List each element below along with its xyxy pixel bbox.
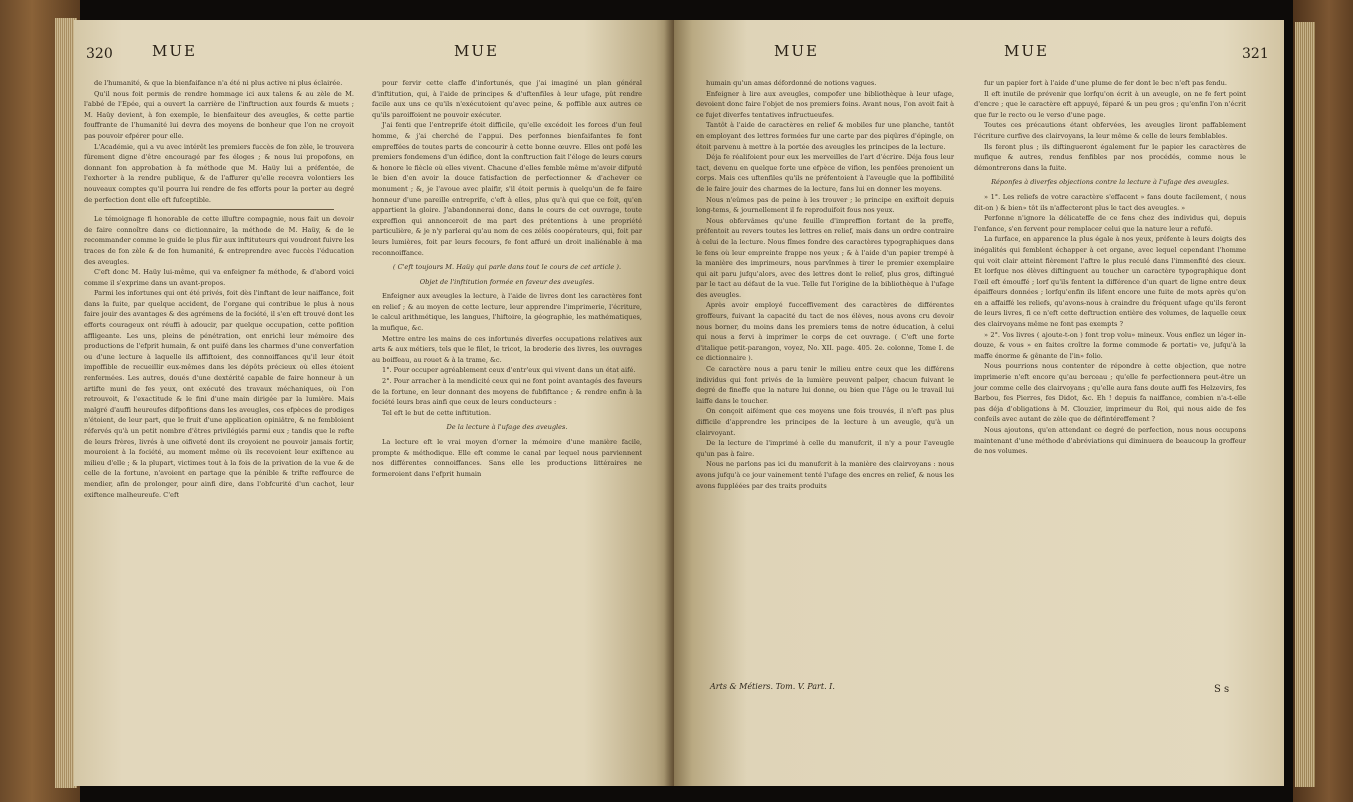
section-heading: Réponfes à diverfes objections contre la lecture à l'ufage des aveugles. [991, 178, 1229, 187]
right-header-col1: MUE [774, 42, 819, 60]
paragraph: » 2°. Vos livres ( ajoute-t-on ) font trop volu» mineux. Vous enflez un léger in-douze, & vous » en faites croître la forme commode & portati» ve, jufqu'à la maffe énorme & gênante de l'in» folio. [974, 330, 1246, 360]
paragraph: Nous ne parlons pas ici du manufcrit à la manière des clairvoyans : nous avons jufqu'à ce jour vainement tenté l'ufage des encres en relief, & nous les avons fuppléées par des traits produits [696, 460, 954, 490]
paragraph: Qu'il nous foit permis de rendre hommage ici aux talens & au zèle de M. l'abbé de l'Epée, qui a ouvert la carrière de l'inftruction aux fourds & muets ; M. Haüy devient, à fon exemple, le bienfaiteur des aveugles, & cette partie fouffrante de l'humanité lui devra des moyens de bonheur que l'on ne croyoit pas pouvoir efpérer pour elle. [84, 89, 354, 140]
note: ( C'eft toujours M. Haüy qui parle dans tout le cours de cet article ). [392, 263, 622, 272]
paragraph: Nous pourrions nous contenter de répondre à cette objection, que notre imprimerie n'eft encore qu'au berceau ; qu'elle fe perfectionnera peut-être un jour comme celle des clairvoyans ; qu'elle aura fans doute auffi fes Helzevirs, fes Barbou, fes Pierres, fes Didot, &c. Eh ! depuis fa naiffance, combien n'a-t-elle pas déja d'obligations à M. Clouzier, imprimeur du Roi, qui nous aide de fes confeils avec autant de zèle que de défintéreffement ? [974, 362, 1246, 424]
right-page-edges [1295, 22, 1315, 787]
signature-mark: S s [1214, 684, 1230, 695]
paragraph: Après avoir employé fucceffivement des caractères de différentes groffeurs, fuivant la capacité du tact de nos élèves, nous avons cru devoir nous borner, du moins dans les premiers tems de notre éducation, à celui qui nous a fervi à imprimer le corps de cet ouvrage. ( C'eft une forte d'italique petit-parangon, voyez, No. XII. page. 405. 2e. colonne, Tome I. de ce dictionnaire ). [696, 301, 954, 363]
paragraph: On conçoit aifément que ces moyens une fois trouvés, il n'eft pas plus difficile d'apprendre les principes de la lecture à un aveugle, qu'à un clairvoyant. [696, 407, 954, 437]
paragraph: Ce caractère nous a paru tenir le milieu entre ceux que les différens individus qui font privés de la lumière peuvent palper, chacun fuivant le degré de fineffe que la nature lui donne, ou bien que l'âge ou le travail lui laiffe dans le toucher. [696, 365, 954, 405]
paragraph: Toutes ces précautions étant obfervées, les aveugles liront paffablement l'écriture curfive des clairvoyans, la leur même & celle de leurs femblables. [974, 121, 1246, 140]
left-page-number: 320 [86, 46, 113, 62]
paragraph: Ils feront plus ; ils diftingueront également fur le papier les caractères de mufique & autres, rendus fenfibles par nos procédés, comme nous le démontrerons dans la fuite. [974, 142, 1246, 172]
paragraph: La furface, en apparence la plus égale à nos yeux, préfente à leurs doigts des inégalités qui femblent échapper à cet organe, avec lequel cependant l'homme qui voit clair atteint fièrement l'aftre le plus reculé dans l'immenfité des cieux. Et lorfque nos élèves diftinguent au toucher un caractère typographique dont l'œil eft émouffé ; lorf qu'ils fentent la différence d'un quart de ligne entre deux épaiffeurs données ; lorfqu'enfin ils lifent encore une fuite de mots après qu'on en a affaiffé les reliefs, qu'avons-nous à craindre du fréquent ufage qu'ils feront de leurs livres, fi ce n'eft cette deftruction entière des volumes, de laquelle ceux des clairvoyans même ne font pas exempts ? [974, 235, 1246, 329]
paragraph: La lecture eft le vrai moyen d'orner la mémoire d'une manière facile, prompte & méthodique. Elle eft comme le canal par lequel nous parviennent nos différentes connoiffances. Sans elle les productions littéraires ne formeroient dans l'efprit humain [372, 438, 642, 478]
paragraph: Mettre entre les mains de ces infortunés diverfes occupations relatives aux arts & aux métiers, tels que le filet, le tricot, la broderie des livres, les ouvrages au boiffeau, au rouet & à la trame, &c. [372, 334, 642, 364]
footer-volume: Arts & Métiers. Tom. V. Part. I. [710, 682, 835, 691]
paragraph: C'eft donc M. Haüy lui-même, qui va enfeigner fa méthode, & d'abord voici comme il s'exprime dans un avant-propos. [84, 268, 354, 287]
paragraph: humain qu'un amas défordonné de notions vagues. [706, 79, 877, 87]
paragraph: » 1°. Les reliefs de votre caractère s'effacent » fans doute facilement, ( nous dit-on ) & bien» tôt ils n'affecteront plus le tact des aveugles. » [974, 192, 1246, 212]
right-page-number: 321 [1242, 46, 1269, 62]
paragraph: Enfeigner aux aveugles la lecture, à l'aide de livres dont les caractères font en relief ; & au moyen de cette lecture, leur apprendre l'imprimerie, l'écriture, le calcul arithmétique, les langues, l'hiftoire, la géographie, les mathématiques, la mufique, &c. [372, 292, 642, 333]
paragraph: Il eft inutile de prévenir que lorfqu'on écrit à un aveugle, on ne fe fert point d'encre ; que le caractère eft appuyé, féparé & un peu gros ; qu'enfin l'on n'écrit que fur le recto ou le verso d'une page. [974, 89, 1246, 119]
paragraph: Nous ajoutons, qu'en attendant ce degré de perfection, nous nous occupons maintenant d'une méthode d'abréviations qui diminuera de beaucoup la groffeur de nos volumes. [974, 426, 1246, 456]
paragraph: Enfeigner à lire aux aveugles, compofer une bibliothèque à leur ufage, devoient donc faire l'objet de nos premiers foins. Avant nous, l'on avoit fait à ce fujet diverfes tentatives infructueufes. [696, 89, 954, 119]
paragraph: 2°. Pour arracher à la mendicité ceux qui ne font point avantagés des faveurs de la fortune, en leur donnant des moyens de fubfiftance ; & rendre enfin à la fociété leurs bras ainfi que ceux de leurs conducteurs : [372, 377, 642, 407]
paragraph: Tel eft le but de cette inftitution. [382, 408, 492, 417]
paragraph: J'ai fenti que l'entreprife étoit difficile, qu'elle excédoit les forces d'un feul homme, & j'ai cherché de l'appui. Des perfonnes bienfaifantes fe font empreffées de toutes parts de concourir à cette bonne œuvre. Elles ont pofé les premiers fondemens d'un édifice, dont la conftruction fait l'éloge de leurs cœurs & honore le fiècle où elles vivent. Chacune d'elles femble même m'avoir difputé le bien d'en avoir la douce fatisfaction de perfectionner & d'achever ce monument ; &, je l'avoue avec plaifir, s'il étoit permis à quelqu'un de fe faire honneur d'une pareille entreprife, c'eft à elles, plus qu'à qui que ce foit, qu'en appartient la gloire. J'abandonnerai donc, dans le cours de cet ouvrage, toute expreffion qui annonceroit de ma part des prétentions à une propriété particulière, & je n'y parlerai qu'au nom de ces zélés coopérateurs, qui, foit par leurs lumières, foit par leurs fecours, fe font affuré un droit inaliénable à ma reconnoiffance. [372, 121, 642, 257]
left-page [74, 20, 674, 786]
paragraph: fur un papier fort à l'aide d'une plume de fer dont le bec n'eft pas fendu. [984, 79, 1227, 87]
left-column-1 [84, 78, 354, 500]
section-heading: Objet de l'inftitution formée en faveur des aveugles. [419, 277, 595, 286]
right-page [674, 20, 1284, 786]
left-header-col2: MUE [454, 42, 499, 60]
paragraph: pour fervir cette claffe d'infortunés, que j'ai imaginé un plan général d'inftitution, qui, à l'aide de principes & d'uftenfiles à leur ufage, pût rendre facile aux uns ce qu'ils n'exécutoient qu'avec peine, & poffible aux autres ce qu'ils paroiffoient ne pouvoir exécuter. [372, 79, 642, 119]
section-heading: De la lecture à l'ufage des aveugles. [446, 423, 568, 432]
paragraph: Nous obfervâmes qu'une feuille d'impreffion fortant de la preffe, préfentoit au revers toutes les lettres en relief, mais dans un ordre contraire à celui de la lecture. Nous fîmes fondre des caractères typographiques dans le fens où leur empreinte frappe nos yeux ; & à l'aide d'un papier trempé à la manière des imprimeurs, nous parvînmes à tirer le premier exemplaire qui ait paru jufqu'alors, avec des lettres dont le relief, plus gros, diftingué par le tact au défaut de la vue. Telle fut l'origine de la bibliothèque à l'ufage des aveugles. [696, 216, 954, 299]
paragraph: L'Académie, qui a vu avec intérêt les premiers fuccès de fon zèle, le trouvera fûrement digne d'être encouragé par fes éloges ; & nous lui propofons, en donnant fon approbation à fa méthode que M. Haüy lui a préfentée, de l'exhorter à la rendre publique, & de l'affurer qu'elle recevra volontiers les nouveaux comptes qu'il pourra lui rendre de fes efforts pour la porter au degré de perfection dont elle eft fufceptible. [84, 142, 354, 204]
left-header-col1: MUE [152, 42, 197, 60]
paragraph: 1°. Pour occuper agréablement ceux d'entr'eux qui vivent dans un état aifé. [382, 366, 636, 375]
paragraph: Le témoignage fi honorable de cette illuftre compagnie, nous fait un devoir de faire connoître dans ce dictionnaire, la méthode de M. Haüy, & de le recommander comme le guide le plus fûr aux inftituteurs qui voudront fuivre les traces de fon zèle & de fon humanité, & entreprendre avec fuccès l'éducation des aveugles. [84, 215, 354, 266]
right-column-2 [974, 78, 1246, 457]
paragraph: de l'humanité, & que la bienfaifance n'a été ni plus active ni plus éclairée. [94, 79, 343, 87]
paragraph: Nous n'eûmes pas de peine à les trouver ; le principe en exiftoit depuis long-tems, & journellement il fe reproduifoit fous nos yeux. [696, 195, 954, 215]
paragraph: Perfonne n'ignore la délicateffe de ce fens chez des individus qui, depuis l'enfance, s'en fervent pour remplacer celui que la nature leur a refufé. [974, 214, 1246, 233]
paragraph: Tantôt à l'aide de caractères en relief & mobiles fur une planche, tantôt en employant des lettres formées fur une carte par des piqûres d'épingle, on étoit parvenu à mettre à la portée des aveugles les principes de la lecture. [696, 121, 954, 151]
paragraph: Déja fe réalifoient pour eux les merveilles de l'art d'écrire. Déja fous leur tact, devenu en quelque forte une efpèce de vifion, les penfées prenoient un corps. Mais ces uftenfiles qu'ils ne préfentoient à l'aveugle que la poffibilité de le faire jouir des charmes de la lecture, fans lui en donner les moyens. [696, 153, 954, 193]
left-column-2 [372, 78, 642, 479]
right-column-1 [696, 78, 954, 491]
paragraph: De la lecture de l'imprimé à celle du manufcrit, il n'y a pour l'aveugle qu'un pas à faire. [696, 439, 954, 458]
right-header-col2: MUE [1004, 42, 1049, 60]
divider [104, 209, 334, 210]
paragraph: Parmi les infortunes qui ont été privés, foit dès l'inftant de leur naiffance, foit dans la fuite, par quelque accident, de l'organe qui contribue le plus à nous faire jouir des avantages & des agrémens de la fociété, il s'en eft trouvé dont les efforts courageux ont réuffi à adoucir, par quelque occupation, cette pofition affligeante. Les uns, pleins de pénétration, ont enrichi leur mémoire des productions de l'efprit humain, & ont puifé dans les charmes d'une converfation ou d'une lecture à laquelle ils affiftoient, des connoiffances qu'il leur étoit impoffible de recueillir eux-mêmes dans les dépôts précieux où elles étoient renfermées. Les autres, doués d'une dextérité capable de faire honneur à un artifte muni de fes yeux, ont exécuté des travaux méchaniques, où l'on retrouvoit, & l'exactitude & le fini d'une main dirigée par la lumière. Mais malgré d'auffi heureufes difpofitions dans les aveugles, ces efpèces de prodiges n'étoient, de leur part, que le fruit d'une application opiniâtre, & ne fembloient réfervés qu'à un petit nombre d'êtres privilégiés parmi eux ; tandis que le refte de leurs frères, livrés à une oifiveté dont ils croyoient ne pouvoir jamais fortir, mouroient à la fociété, au moment même où ils recevoient leur exiftence au milieu d'elle ; & la plupart, victimes tout à la fois de la privation de la vue & de celle de la fortune, n'avoient en partage que la pénible & trifte reffource de mendier, afin de prolonger, pour ainfi dire, dans l'obfcurité d'un cachot, leur exiftence malheureufe. C'eft [84, 289, 354, 499]
